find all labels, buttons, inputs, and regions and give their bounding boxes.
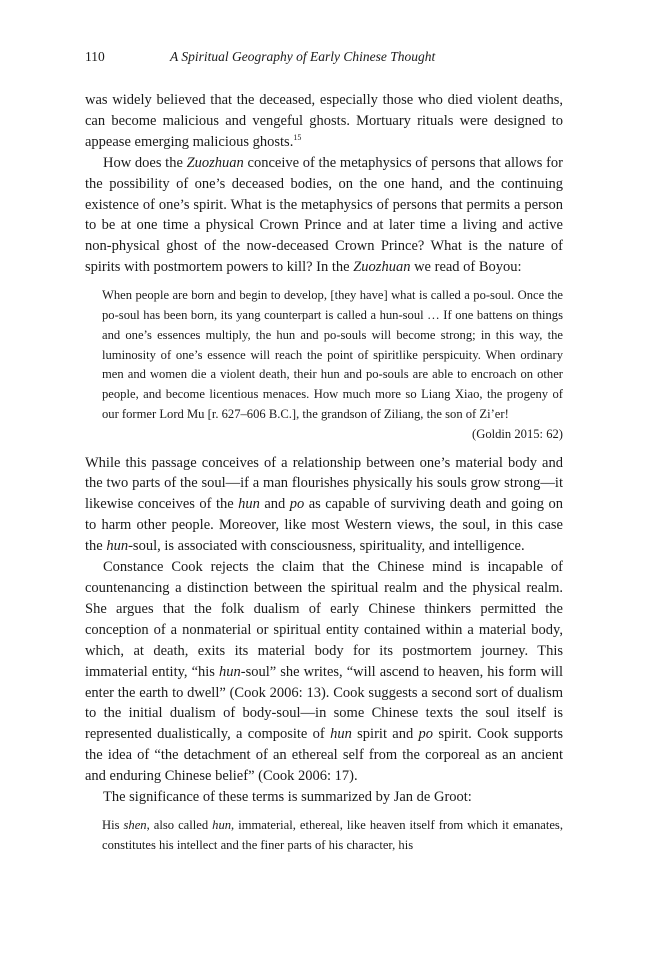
running-header — [85, 47, 563, 67]
paragraph — [85, 153, 563, 278]
paragraph-text: as capable of surviving death and going on to harm other people. Moreover, like most Western views, the soul, in this case the — [85, 496, 563, 555]
italic-title: Zuozhuan — [353, 259, 411, 276]
paragraph-text: we read of Boyou: — [410, 259, 522, 276]
quote-fragment: , immaterial, ethereal, like heaven itself from which it emanates, constitutes his intellect and the finer parts of his character, his — [102, 817, 563, 852]
italic-term: hun — [106, 538, 129, 555]
paragraph-text: and — [259, 496, 290, 513]
italic-term: hun — [330, 726, 352, 743]
quote-text — [102, 816, 563, 856]
block-quote — [102, 816, 563, 856]
quote-fragment: , also called — [146, 817, 213, 832]
quote-text: When people are born and begin to develop, [they have] what is called a po-soul. Once the po-soul has been born, its yang counterpart is called a hun-soul … If one battens on things and one’s essences multiply, the hun and po-souls will become strong; in this way, the luminosity of one’s essence will reach the point of spiritlike perspicuity. When ordinary men and women die a violent death, their hun and po-souls are able to encroach on other people, and become licentious menaces. How much more so Liang Xiao, the progeny of our former Lord Mu [r. 627–606 B.C.], the grandson of Ziliang, the son of Zi’er! — [102, 288, 563, 421]
paragraph — [85, 453, 563, 558]
paragraph-text: Constance Cook rejects the claim that the Chinese mind is incapable of countenancing a distinction between the spiritual realm and the physical realm. She argues that the folk dualism of early Chinese thinkers permitted the conception of a nonmaterial or spiritual entity contained within a material body, which, at death, exits its material body for its postmortem journey. This immaterial entity, “his — [85, 559, 563, 680]
page-number: 110 — [85, 49, 105, 64]
quote-citation: (Goldin 2015: 62) — [472, 426, 563, 441]
running-title: A Spiritual Geography of Early Chinese Thought — [170, 49, 436, 64]
paragraph-text: While this passage conceives of a relationship between one’s material body and the two parts of the soul—if a man flourishes physically his souls grow strong—it likewise conceives of the — [85, 454, 563, 513]
page-body — [85, 90, 563, 864]
paragraph-text: conceive of the metaphysics of persons that allows for the possibility of one’s deceased bodies, on the one hand, and the continuing existence of one’s spirit. What is the metaphysics of persons that permits a person to be at one time a physical Crown Prince and at later time a living and active non-physical ghost of the now-deceased Crown Prince? What is the nature of spirits with postmortem powers to kill? In the — [85, 154, 563, 276]
italic-title: Zuozhuan — [186, 154, 244, 171]
quote-fragment: His — [102, 817, 124, 832]
paragraph-text: -soul” she writes, “will ascend to heaven, his form will enter the earth to dwell” (Cook 2006: 13). Cook suggests a second sort of dualism to the initial dualism of body-soul—in some Chinese texts the soul itself is represented dualistically, a composite of — [85, 663, 563, 743]
paragraph-text: spirit. Cook supports the idea of “the detachment of an ethereal self from the corporeal as an ancient and enduring Chinese belief” (Cook 2006: 17). — [85, 726, 563, 785]
block-quote — [102, 286, 563, 444]
paragraph: The significance of these terms is summarized by Jan de Groot: — [103, 789, 472, 806]
italic-term: po — [418, 726, 434, 743]
italic-term: hun — [219, 663, 241, 680]
italic-term: po — [289, 496, 305, 513]
paragraph — [85, 557, 563, 787]
italic-term: hun — [212, 817, 232, 832]
paragraph-text: How does the — [103, 154, 187, 171]
paragraph — [85, 90, 563, 153]
italic-term: shen — [123, 817, 147, 832]
paragraph-text: spirit and — [351, 726, 419, 743]
footnote-marker[interactable]: 15 — [293, 132, 302, 142]
paragraph-text: was widely believed that the deceased, especially those who died violent deaths, can become malicious and vengeful ghosts. Mortuary rituals were designed to appease emerging malicious ghosts. — [85, 92, 563, 150]
italic-term: hun — [238, 496, 260, 513]
paragraph-text: -soul, is associated with consciousness, spirituality, and intelligence. — [128, 538, 525, 555]
